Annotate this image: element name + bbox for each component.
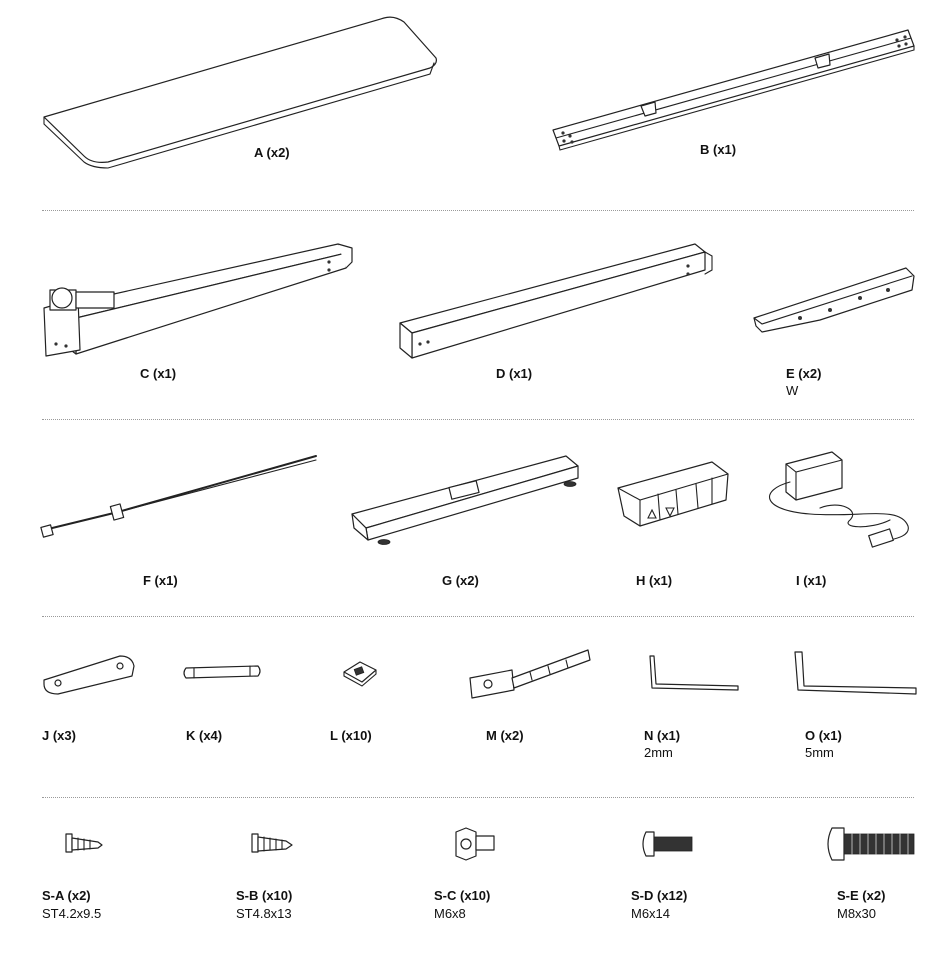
part-j-plate-drawing xyxy=(44,656,134,694)
part-a-desktop-panel-drawing xyxy=(44,17,436,168)
part-o-hex-key-drawing xyxy=(795,652,916,694)
part-spec-n: 2mm xyxy=(644,745,673,760)
part-label-e: E (x2) xyxy=(786,366,822,381)
part-label-h: H (x1) xyxy=(636,573,673,588)
part-spec-s-e: M8x30 xyxy=(837,906,877,921)
part-label-c: C (x1) xyxy=(140,366,177,381)
part-label-j: J (x3) xyxy=(42,728,76,743)
part-label-f: F (x1) xyxy=(143,573,178,588)
part-k-pin-drawing xyxy=(184,666,260,678)
part-spec-s-a: ST4.2x9.5 xyxy=(42,906,102,921)
part-label-l: L (x10) xyxy=(330,728,372,743)
part-n-hex-key-drawing xyxy=(650,656,738,690)
part-spec-s-c: M6x8 xyxy=(434,906,466,921)
part-label-a: A (x2) xyxy=(254,145,290,160)
part-label-s-e: S-E (x2) xyxy=(837,888,886,903)
part-spec-s-d: M6x14 xyxy=(631,906,671,921)
part-spec-o: 5mm xyxy=(805,745,834,760)
part-i-power-adapter-drawing xyxy=(770,452,909,547)
part-spec-e: W xyxy=(786,383,799,398)
part-label-i: I (x1) xyxy=(796,573,827,588)
part-d-leg-tube-drawing xyxy=(400,244,712,358)
part-label-n: N (x1) xyxy=(644,728,681,743)
part-s-a-screw-drawing xyxy=(66,834,102,852)
part-label-s-a: S-A (x2) xyxy=(42,888,91,903)
part-e-bracket-drawing xyxy=(754,268,914,332)
part-s-d-bolt-drawing xyxy=(643,832,692,856)
part-s-e-bolt-drawing xyxy=(828,828,914,860)
part-s-b-screw-drawing xyxy=(252,834,292,852)
part-spec-s-b: ST4.8x13 xyxy=(236,906,292,921)
part-label-g: G (x2) xyxy=(442,573,479,588)
part-c-motor-leg-drawing xyxy=(44,244,352,356)
part-l-nut-drawing xyxy=(344,662,376,686)
part-label-m: M (x2) xyxy=(486,728,524,743)
part-h-handset-drawing xyxy=(618,462,728,526)
part-label-o: O (x1) xyxy=(805,728,842,743)
part-s-c-bolt-drawing xyxy=(456,828,494,860)
part-label-b: B (x1) xyxy=(700,142,737,157)
part-label-d: D (x1) xyxy=(496,366,533,381)
part-label-s-c: S-C (x10) xyxy=(434,888,491,903)
part-m-cable-clip-drawing xyxy=(470,650,590,698)
part-g-foot-drawing xyxy=(352,456,578,545)
part-label-s-b: S-B (x10) xyxy=(236,888,293,903)
part-label-k: K (x4) xyxy=(186,728,223,743)
part-f-cable-drawing xyxy=(41,456,316,537)
part-b-crossbar-drawing xyxy=(553,30,914,150)
part-label-s-d: S-D (x12) xyxy=(631,888,688,903)
